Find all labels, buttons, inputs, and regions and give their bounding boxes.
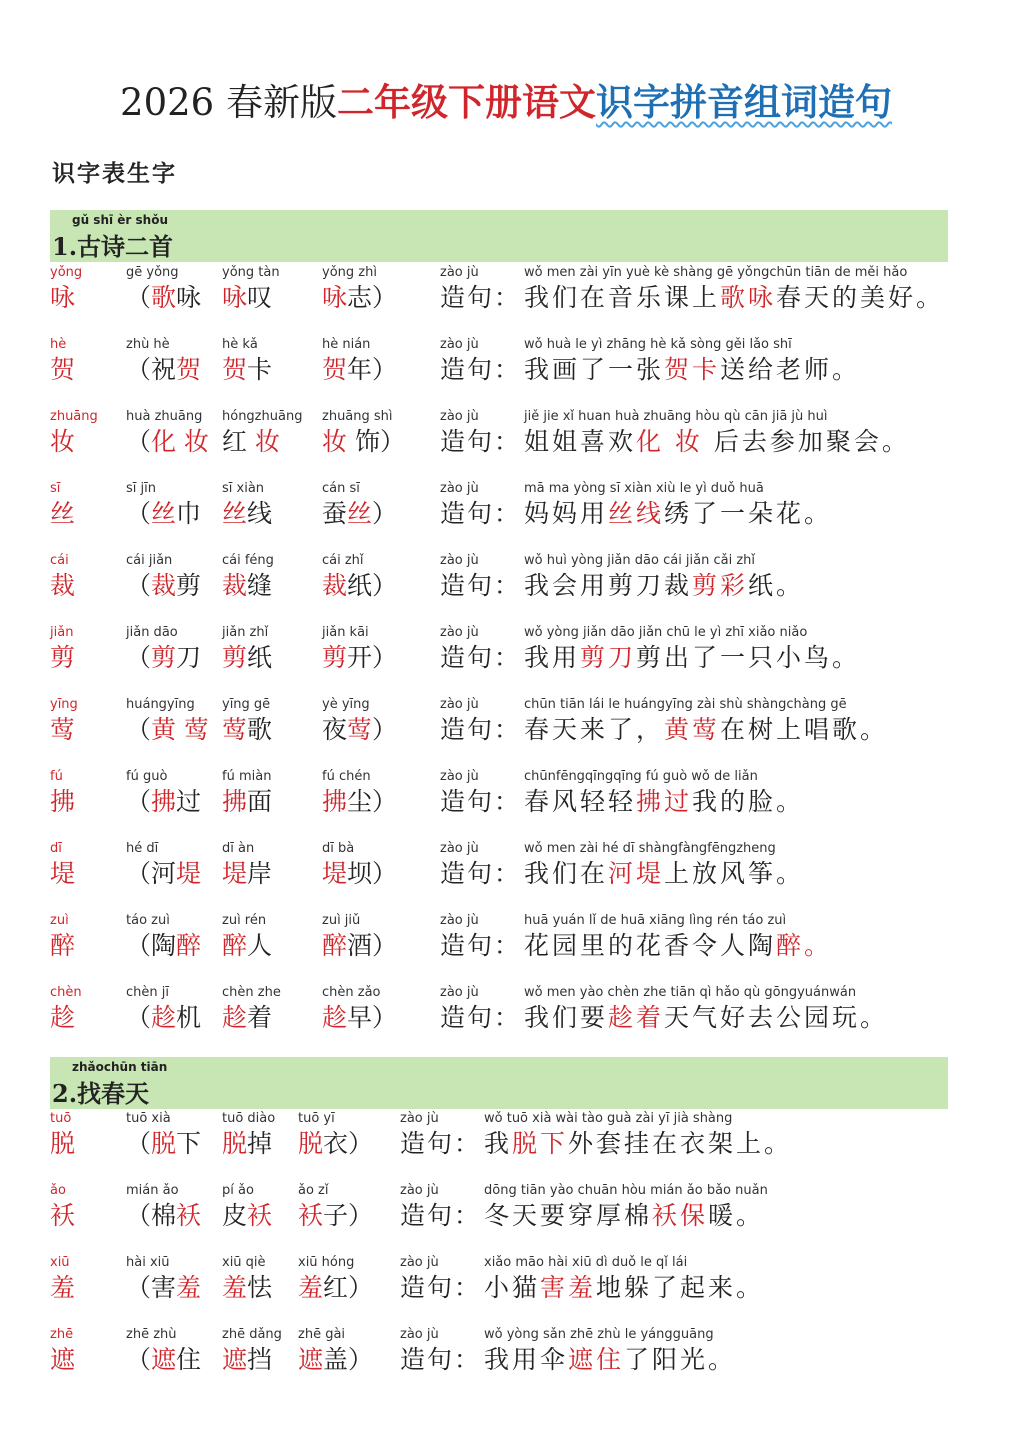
word1-hanzi: （黄 莺 bbox=[126, 715, 209, 744]
char-hanzi: 莺 bbox=[50, 715, 76, 744]
vocab-row bbox=[50, 697, 960, 769]
sentence-pinyin: zào jù bbox=[440, 553, 479, 568]
sentence-pinyin: zào jù bbox=[440, 409, 479, 424]
sentence-pinyin: wǒ men yào chèn zhe tiān qì hǎo qù gōngyuánwán bbox=[524, 985, 857, 1000]
word3-pinyin: tuō yī bbox=[298, 1111, 335, 1126]
char-hanzi: 丝 bbox=[50, 499, 76, 528]
char-pinyin: ǎo bbox=[50, 1183, 66, 1198]
word2-pinyin: xiū qiè bbox=[222, 1255, 266, 1270]
lesson-header bbox=[50, 1057, 948, 1109]
char-pinyin: sī bbox=[50, 481, 61, 496]
char-hanzi: 羞 bbox=[50, 1273, 76, 1302]
sentence-pinyin: zào jù bbox=[440, 481, 479, 496]
char-hanzi: 脱 bbox=[50, 1129, 76, 1158]
sentence-pinyin: zào jù bbox=[440, 769, 479, 784]
sentence-pinyin: mā ma yòng sī xiàn xiù le yì duǒ huā bbox=[524, 481, 764, 496]
word2-hanzi: 丝线 bbox=[222, 499, 273, 528]
word1-pinyin: huà zhuāng bbox=[126, 409, 203, 424]
word2-pinyin: jiǎn zhǐ bbox=[222, 625, 269, 640]
sentence-hanzi: 造句： bbox=[440, 283, 522, 312]
word3-hanzi: 妆 饰） bbox=[322, 427, 405, 456]
sentence-hanzi: 造句： bbox=[440, 931, 522, 960]
vocab-row bbox=[50, 409, 960, 481]
word1-pinyin: gē yǒng bbox=[126, 265, 179, 280]
sentence-hanzi: 我用伞遮住了阳光。 bbox=[484, 1345, 737, 1374]
word2-pinyin: yīng gē bbox=[222, 697, 271, 712]
word2-pinyin: dī àn bbox=[222, 841, 255, 856]
vocab-row bbox=[50, 1255, 960, 1327]
vocab-row bbox=[50, 769, 960, 841]
sentence-pinyin: zào jù bbox=[440, 913, 479, 928]
word3-pinyin: chèn zǎo bbox=[322, 985, 381, 1000]
word1-hanzi: （裁剪 bbox=[126, 571, 202, 600]
char-pinyin: dī bbox=[50, 841, 62, 856]
sentence-hanzi: 造句： bbox=[400, 1345, 482, 1374]
vocab-row bbox=[50, 337, 960, 409]
sentence-hanzi: 姐姐喜欢化 妆 后去参加聚会。 bbox=[524, 427, 910, 456]
section-subtitle: 识字表生字 bbox=[52, 160, 177, 187]
sentence-hanzi: 造句： bbox=[440, 643, 522, 672]
sentence-hanzi: 妈妈用丝线绣了一朵花。 bbox=[524, 499, 833, 528]
sentence-hanzi: 冬天要穿厚棉袄保暖。 bbox=[484, 1201, 765, 1230]
char-hanzi: 妆 bbox=[50, 427, 76, 456]
word3-pinyin: jiǎn kāi bbox=[322, 625, 369, 640]
word1-pinyin: chèn jī bbox=[126, 985, 169, 1000]
char-hanzi: 贺 bbox=[50, 355, 76, 384]
word2-pinyin: hè kǎ bbox=[222, 337, 258, 352]
word3-hanzi: 堤坝） bbox=[322, 859, 398, 888]
char-pinyin: chèn bbox=[50, 985, 82, 1000]
vocab-row bbox=[50, 265, 960, 337]
char-hanzi: 堤 bbox=[50, 859, 76, 888]
char-hanzi: 拂 bbox=[50, 787, 76, 816]
word3-hanzi: 剪开） bbox=[322, 643, 398, 672]
word2-pinyin: chèn zhe bbox=[222, 985, 281, 1000]
word3-hanzi: 遮盖） bbox=[298, 1345, 374, 1374]
word1-hanzi: （害羞 bbox=[126, 1273, 202, 1302]
sentence-pinyin: chūnfēngqīngqīng fú guò wǒ de liǎn bbox=[524, 769, 758, 784]
sentence-pinyin: wǒ men zài yīn yuè kè shàng gē yǒngchūn tiān de měi hǎo bbox=[524, 265, 908, 280]
sentence-hanzi: 造句： bbox=[440, 571, 522, 600]
word3-pinyin: dī bà bbox=[322, 841, 355, 856]
sentence-hanzi: 我脱下外套挂在衣架上。 bbox=[484, 1129, 793, 1158]
word2-hanzi: 咏叹 bbox=[222, 283, 273, 312]
sentence-pinyin: zào jù bbox=[400, 1255, 439, 1270]
char-pinyin: zhuāng bbox=[50, 409, 98, 424]
sentence-pinyin: dōng tiān yào chuān hòu mián ǎo bǎo nuǎn bbox=[484, 1183, 768, 1198]
word3-hanzi: 夜莺） bbox=[322, 715, 398, 744]
word2-hanzi: 脱掉 bbox=[222, 1129, 273, 1158]
vocab-row bbox=[50, 985, 960, 1057]
word2-hanzi: 红 妆 bbox=[222, 427, 280, 456]
word3-pinyin: hè nián bbox=[322, 337, 371, 352]
word2-pinyin: cái féng bbox=[222, 553, 274, 568]
sentence-pinyin: zào jù bbox=[440, 337, 479, 352]
sentence-hanzi: 造句： bbox=[400, 1201, 482, 1230]
title-part-topic: 识字拼音组词造句 bbox=[595, 80, 892, 124]
word1-pinyin: zhù hè bbox=[126, 337, 170, 352]
sentence-pinyin: wǒ men zài hé dī shàngfàngfēngzheng bbox=[524, 841, 776, 856]
word2-hanzi: 遮挡 bbox=[222, 1345, 273, 1374]
word2-hanzi: 莺歌 bbox=[222, 715, 273, 744]
sentence-hanzi: 造句： bbox=[400, 1273, 482, 1302]
sentence-pinyin: huā yuán lǐ de huā xiāng lìng rén táo zuì bbox=[524, 913, 787, 928]
sentence-hanzi: 造句： bbox=[440, 427, 522, 456]
sentence-hanzi: 我会用剪刀裁剪彩纸。 bbox=[524, 571, 805, 600]
sentence-pinyin: wǒ yòng sǎn zhē zhù le yángguāng bbox=[484, 1327, 714, 1342]
word1-pinyin: huángyīng bbox=[126, 697, 195, 712]
sentence-hanzi: 造句： bbox=[400, 1129, 482, 1158]
word1-pinyin: sī jīn bbox=[126, 481, 156, 496]
sentence-hanzi: 春天来了，黄莺在树上唱歌。 bbox=[524, 715, 889, 744]
word3-pinyin: cái zhǐ bbox=[322, 553, 364, 568]
lesson-pinyin: zhǎochūn tiān bbox=[72, 1060, 168, 1074]
char-pinyin: fú bbox=[50, 769, 63, 784]
word1-hanzi: （拂过 bbox=[126, 787, 202, 816]
word2-hanzi: 皮袄 bbox=[222, 1201, 273, 1230]
page-title bbox=[0, 72, 1012, 126]
sentence-pinyin: zào jù bbox=[440, 985, 479, 1000]
sentence-hanzi: 我们在河堤上放风筝。 bbox=[524, 859, 805, 888]
sentence-hanzi: 春风轻轻拂过我的脸。 bbox=[524, 787, 805, 816]
char-hanzi: 趁 bbox=[50, 1003, 76, 1032]
char-hanzi: 裁 bbox=[50, 571, 76, 600]
sentence-hanzi: 小猫害羞地躲了起来。 bbox=[484, 1273, 765, 1302]
word3-hanzi: 咏志） bbox=[322, 283, 398, 312]
word3-hanzi: 蚕丝） bbox=[322, 499, 398, 528]
char-pinyin: zhē bbox=[50, 1327, 74, 1342]
word1-hanzi: （剪刀 bbox=[126, 643, 202, 672]
sentence-pinyin: zào jù bbox=[440, 697, 479, 712]
word1-pinyin: hài xiū bbox=[126, 1255, 170, 1270]
word2-pinyin: tuō diào bbox=[222, 1111, 276, 1126]
word3-hanzi: 拂尘） bbox=[322, 787, 398, 816]
word2-pinyin: fú miàn bbox=[222, 769, 272, 784]
vocab-row bbox=[50, 481, 960, 553]
sentence-hanzi: 花园里的花香令人陶醉。 bbox=[524, 931, 833, 960]
sentence-pinyin: zào jù bbox=[400, 1327, 439, 1342]
title-part-edition: 2026 春新版 bbox=[120, 81, 337, 124]
word1-pinyin: cái jiǎn bbox=[126, 553, 173, 568]
word3-pinyin: zhuāng shì bbox=[322, 409, 393, 424]
word1-hanzi: （遮住 bbox=[126, 1345, 202, 1374]
char-pinyin: zuì bbox=[50, 913, 69, 928]
word3-hanzi: 裁纸） bbox=[322, 571, 398, 600]
word3-pinyin: xiū hóng bbox=[298, 1255, 355, 1270]
sentence-hanzi: 造句： bbox=[440, 355, 522, 384]
word3-hanzi: 贺年） bbox=[322, 355, 398, 384]
word1-hanzi: （河堤 bbox=[126, 859, 202, 888]
word2-hanzi: 贺卡 bbox=[222, 355, 273, 384]
char-pinyin: yīng bbox=[50, 697, 78, 712]
word2-pinyin: pí ǎo bbox=[222, 1183, 254, 1198]
word3-pinyin: fú chén bbox=[322, 769, 371, 784]
char-hanzi: 袄 bbox=[50, 1201, 76, 1230]
title-part-grade: 二年级下册语文 bbox=[336, 80, 596, 124]
sentence-pinyin: zào jù bbox=[400, 1183, 439, 1198]
lesson-title: 2.找春天 bbox=[52, 1079, 150, 1108]
sentence-pinyin: wǒ huà le yì zhāng hè kǎ sòng gěi lǎo shī bbox=[524, 337, 792, 352]
sentence-hanzi: 我们要趁着天气好去公园玩。 bbox=[524, 1003, 889, 1032]
word2-pinyin: sī xiàn bbox=[222, 481, 265, 496]
word2-hanzi: 拂面 bbox=[222, 787, 273, 816]
word2-hanzi: 醉人 bbox=[222, 931, 273, 960]
lesson-pinyin: gǔ shī èr shǒu bbox=[72, 213, 168, 227]
char-hanzi: 咏 bbox=[50, 283, 76, 312]
word2-pinyin: yǒng tàn bbox=[222, 265, 280, 280]
sentence-pinyin: zào jù bbox=[440, 841, 479, 856]
char-pinyin: yǒng bbox=[50, 265, 83, 280]
lesson-title: 1.古诗二首 bbox=[52, 232, 174, 261]
word2-hanzi: 剪纸 bbox=[222, 643, 273, 672]
word1-pinyin: fú guò bbox=[126, 769, 168, 784]
char-pinyin: hè bbox=[50, 337, 67, 352]
vocab-row bbox=[50, 913, 960, 985]
char-pinyin: tuō bbox=[50, 1111, 72, 1126]
sentence-pinyin: jiě jie xǐ huan huà zhuāng hòu qù cān jiā jù huì bbox=[524, 409, 828, 424]
word3-pinyin: zuì jiǔ bbox=[322, 913, 361, 928]
word3-pinyin: zhē gài bbox=[298, 1327, 346, 1342]
word1-pinyin: mián ǎo bbox=[126, 1183, 179, 1198]
sentence-pinyin: wǒ yòng jiǎn dāo jiǎn chū le yì zhī xiǎo niǎo bbox=[524, 625, 808, 640]
char-pinyin: jiǎn bbox=[50, 625, 74, 640]
word1-pinyin: hé dī bbox=[126, 841, 159, 856]
word1-pinyin: táo zuì bbox=[126, 913, 170, 928]
sentence-hanzi: 我用剪刀剪出了一只小鸟。 bbox=[524, 643, 861, 672]
vocab-row bbox=[50, 625, 960, 697]
word1-hanzi: （棉袄 bbox=[126, 1201, 202, 1230]
word1-hanzi: （歌咏 bbox=[126, 283, 202, 312]
vocab-row bbox=[50, 841, 960, 913]
word3-pinyin: yè yīng bbox=[322, 697, 370, 712]
word2-pinyin: hóngzhuāng bbox=[222, 409, 303, 424]
char-hanzi: 遮 bbox=[50, 1345, 76, 1374]
word3-pinyin: cán sī bbox=[322, 481, 360, 496]
word2-hanzi: 趁着 bbox=[222, 1003, 273, 1032]
sentence-pinyin: zào jù bbox=[440, 265, 479, 280]
word3-hanzi: 羞红） bbox=[298, 1273, 374, 1302]
sentence-hanzi: 造句： bbox=[440, 1003, 522, 1032]
sentence-pinyin: xiǎo māo hài xiū dì duǒ le qǐ lái bbox=[484, 1255, 688, 1270]
sentence-hanzi: 造句： bbox=[440, 715, 522, 744]
vocab-row bbox=[50, 1111, 960, 1183]
word1-hanzi: （陶醉 bbox=[126, 931, 202, 960]
char-hanzi: 醉 bbox=[50, 931, 76, 960]
word1-hanzi: （祝贺 bbox=[126, 355, 202, 384]
word3-hanzi: 袄子） bbox=[298, 1201, 374, 1230]
word1-pinyin: tuō xià bbox=[126, 1111, 171, 1126]
sentence-hanzi: 造句： bbox=[440, 787, 522, 816]
char-pinyin: cái bbox=[50, 553, 69, 568]
word2-hanzi: 裁缝 bbox=[222, 571, 273, 600]
word3-hanzi: 趁早） bbox=[322, 1003, 398, 1032]
word3-hanzi: 醉酒） bbox=[322, 931, 398, 960]
word3-hanzi: 脱衣） bbox=[298, 1129, 374, 1158]
sentence-pinyin: zào jù bbox=[440, 625, 479, 640]
word1-pinyin: zhē zhù bbox=[126, 1327, 177, 1342]
vocab-row bbox=[50, 1327, 960, 1399]
sentence-pinyin: zào jù bbox=[400, 1111, 439, 1126]
word2-hanzi: 堤岸 bbox=[222, 859, 273, 888]
word1-pinyin: jiǎn dāo bbox=[126, 625, 178, 640]
sentence-hanzi: 我画了一张贺卡送给老师。 bbox=[524, 355, 861, 384]
lesson-header bbox=[50, 210, 948, 262]
sentence-pinyin: chūn tiān lái le huángyīng zài shù shàngchàng gē bbox=[524, 697, 847, 712]
word1-hanzi: （丝巾 bbox=[126, 499, 202, 528]
word1-hanzi: （脱下 bbox=[126, 1129, 202, 1158]
vocab-row bbox=[50, 1183, 960, 1255]
sentence-hanzi: 造句： bbox=[440, 859, 522, 888]
word1-hanzi: （化 妆 bbox=[126, 427, 209, 456]
char-hanzi: 剪 bbox=[50, 643, 76, 672]
word2-pinyin: zhē dǎng bbox=[222, 1327, 282, 1342]
sentence-pinyin: wǒ tuō xià wài tào guà zài yī jià shàng bbox=[484, 1111, 733, 1126]
sentence-hanzi: 造句： bbox=[440, 499, 522, 528]
word3-pinyin: ǎo zǐ bbox=[298, 1183, 329, 1198]
vocab-row bbox=[50, 553, 960, 625]
word1-hanzi: （趁机 bbox=[126, 1003, 202, 1032]
word2-pinyin: zuì rén bbox=[222, 913, 267, 928]
sentence-hanzi: 我们在音乐课上歌咏春天的美好。 bbox=[524, 283, 945, 312]
sentence-pinyin: wǒ huì yòng jiǎn dāo cái jiǎn cǎi zhǐ bbox=[524, 553, 756, 568]
char-pinyin: xiū bbox=[50, 1255, 70, 1270]
word2-hanzi: 羞怯 bbox=[222, 1273, 273, 1302]
word3-pinyin: yǒng zhì bbox=[322, 265, 377, 280]
